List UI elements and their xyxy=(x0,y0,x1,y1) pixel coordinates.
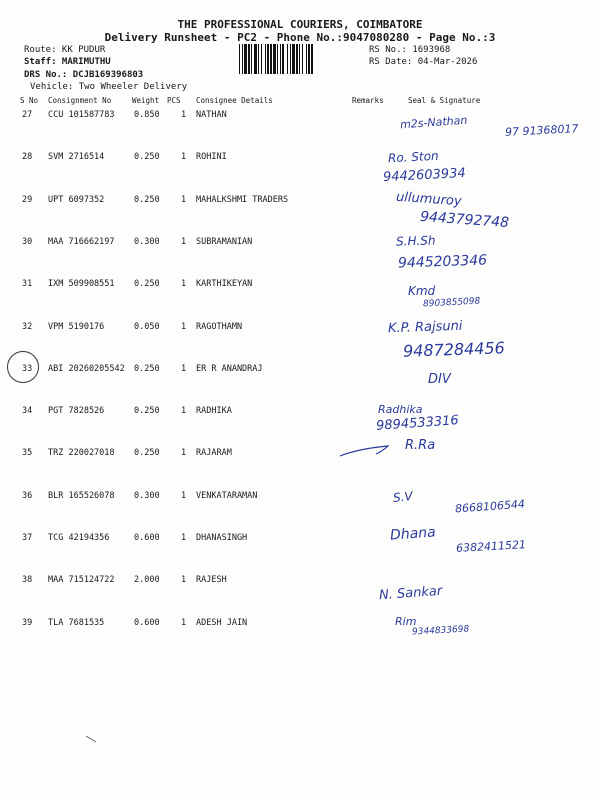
row-sno: 29 xyxy=(22,194,33,205)
handwritten-phone-39: 9344833698 xyxy=(411,624,470,638)
row-weight: 0.300 xyxy=(134,490,160,501)
row-consignee: MAHALKSHMI TRADERS xyxy=(196,194,289,205)
row-consignee: ROHINI xyxy=(196,152,227,163)
row-pcs: 1 xyxy=(181,110,187,120)
table-row xyxy=(0,491,600,533)
table-row xyxy=(0,152,600,194)
row-pcs: 1 xyxy=(181,279,187,290)
row-weight: 0.600 xyxy=(134,533,160,543)
table-row xyxy=(0,322,600,364)
circle-mark xyxy=(7,351,39,383)
signature-32: K.P. Rajsuni xyxy=(387,318,463,337)
table-row xyxy=(0,279,600,321)
rs-number: RS No.: 1693968 xyxy=(369,45,451,55)
staff-label: Staff: MARIMUTHU xyxy=(24,57,111,67)
row-consignee: DHANASINGH xyxy=(196,533,248,543)
row-pcs: 1 xyxy=(181,152,187,163)
row-consignee: NATHAN xyxy=(196,110,227,120)
row-consignment: SVM 2716514 xyxy=(48,152,105,163)
row-weight: 0.250 xyxy=(134,279,160,290)
row-consignee: KARTHIKEYAN xyxy=(196,279,253,290)
signature-30: S.H.Sh xyxy=(395,233,436,249)
signature-28: Ro. Ston xyxy=(387,148,439,166)
handwritten-phone-37: 6382411521 xyxy=(455,538,527,555)
row-weight: 0.250 xyxy=(134,152,160,163)
row-weight: 0.250 xyxy=(134,448,160,459)
signature-36: S.V xyxy=(392,489,414,505)
row-consignee: RAJESH xyxy=(196,575,227,586)
handwritten-note-33: DIV xyxy=(428,372,451,387)
company-title: THE PROFESSIONAL COURIERS, COIMBATORE xyxy=(177,18,423,31)
table-row xyxy=(0,237,600,279)
handwritten-phone-32: 9487284456 xyxy=(402,338,506,361)
row-consignment: TRZ 220027018 xyxy=(48,448,115,459)
signature-34: Radhika xyxy=(378,403,423,416)
vehicle-label: Vehicle: Two Wheeler Delivery xyxy=(30,82,188,92)
row-consignee: RAGOTHAMN xyxy=(196,321,243,332)
col-sno: S No xyxy=(20,96,39,105)
row-pcs: 1 xyxy=(181,194,187,205)
row-sno: 39 xyxy=(22,617,33,628)
col-seal-signature: Seal & Signature xyxy=(408,96,481,105)
col-pcs: PCS xyxy=(167,96,181,105)
table-row xyxy=(0,618,600,660)
runsheet-title: Delivery Runsheet - PC2 - Phone No.:9047080280 - Page No.:3 xyxy=(104,31,496,44)
row-pcs: 1 xyxy=(181,406,187,417)
row-sno: 35 xyxy=(22,448,33,459)
handwritten-phone-31: 8903855098 xyxy=(422,296,481,310)
signature-37: Dhana xyxy=(389,524,437,544)
signature-29: ullumuroy xyxy=(395,189,463,210)
row-sno: 27 xyxy=(22,110,33,120)
row-pcs: 1 xyxy=(181,236,187,247)
row-pcs: 1 xyxy=(181,617,187,628)
row-consignee: ER R ANANDRAJ xyxy=(196,363,263,374)
rs-date: RS Date: 04-Mar-2026 xyxy=(369,57,478,67)
table-row xyxy=(0,448,600,490)
row-consignment: IXM 509908551 xyxy=(48,279,115,290)
signature-27: m2s-Nathan xyxy=(399,113,468,132)
row-consignment: ABI 20260205542 xyxy=(48,363,125,374)
pen-mark xyxy=(84,734,98,744)
col-consignee: Consignee Details xyxy=(196,96,273,105)
handwritten-phone-28: 9442603934 xyxy=(382,165,467,186)
barcode xyxy=(238,44,364,74)
handwritten-phone-29: 9443792748 xyxy=(419,208,510,232)
row-sno: 33 xyxy=(22,363,33,374)
row-consignment: BLR 165526078 xyxy=(48,490,115,501)
row-consignment: VPM 5190176 xyxy=(48,321,105,332)
row-consignment: TLA 7681535 xyxy=(48,617,105,628)
row-consignment: UPT 6097352 xyxy=(48,194,105,205)
row-consignee: VENKATARAMAN xyxy=(196,490,258,501)
row-weight: 0.250 xyxy=(134,406,160,417)
row-weight: 0.850 xyxy=(134,110,160,120)
signature-35: R.Ra xyxy=(405,438,436,453)
handwritten-phone-34: 9894533316 xyxy=(375,413,460,434)
row-weight: 0.050 xyxy=(134,321,160,332)
row-weight: 2.000 xyxy=(134,575,160,586)
row-consignee: RADHIKA xyxy=(196,406,232,417)
route-label: Route: KK PUDUR xyxy=(24,45,106,55)
row-weight: 0.250 xyxy=(134,194,160,205)
table-row xyxy=(0,195,600,237)
handwritten-phone-30: 9445203346 xyxy=(397,252,488,272)
row-pcs: 1 xyxy=(181,533,187,543)
row-consignment: TCG 42194356 xyxy=(48,533,110,543)
row-consignment: MAA 715124722 xyxy=(48,575,115,586)
row-consignment: MAA 716662197 xyxy=(48,236,115,247)
handwritten-phone-27: 97 91368017 xyxy=(504,122,579,139)
table-row xyxy=(0,364,600,406)
row-sno: 32 xyxy=(22,321,33,332)
row-pcs: 1 xyxy=(181,448,187,459)
row-sno: 30 xyxy=(22,236,33,247)
row-sno: 38 xyxy=(22,575,33,586)
row-weight: 0.600 xyxy=(134,617,160,628)
handwritten-phone-36: 8668106544 xyxy=(454,497,526,516)
row-sno: 28 xyxy=(22,152,33,163)
signature-31: Kmd xyxy=(408,284,436,298)
signature-35-mark xyxy=(336,432,400,462)
signature-39: Rim xyxy=(395,615,417,628)
row-consignment: PGT 7828526 xyxy=(48,406,105,417)
col-weight: Weight xyxy=(132,96,160,105)
row-sno: 36 xyxy=(22,490,33,501)
table-row xyxy=(0,575,600,617)
signature-38: N. Sankar xyxy=(378,583,443,604)
row-sno: 37 xyxy=(22,533,33,543)
row-pcs: 1 xyxy=(181,575,187,586)
col-remarks: Remarks xyxy=(352,96,384,105)
row-consignee: SUBRAMANIAN xyxy=(196,236,253,247)
row-pcs: 1 xyxy=(181,363,187,374)
table-row xyxy=(0,406,600,448)
drs-label: DRS No.: DCJB169396803 xyxy=(24,70,144,80)
row-sno: 34 xyxy=(22,406,33,417)
row-consignment: CCU 101587783 xyxy=(48,110,115,120)
row-weight: 0.250 xyxy=(134,363,160,374)
row-weight: 0.300 xyxy=(134,236,160,247)
row-consignee: RAJARAM xyxy=(196,448,232,459)
col-consignment: Consignment No xyxy=(48,96,112,105)
row-pcs: 1 xyxy=(181,490,187,501)
row-pcs: 1 xyxy=(181,321,187,332)
row-consignee: ADESH JAIN xyxy=(196,617,248,628)
row-sno: 31 xyxy=(22,279,33,290)
